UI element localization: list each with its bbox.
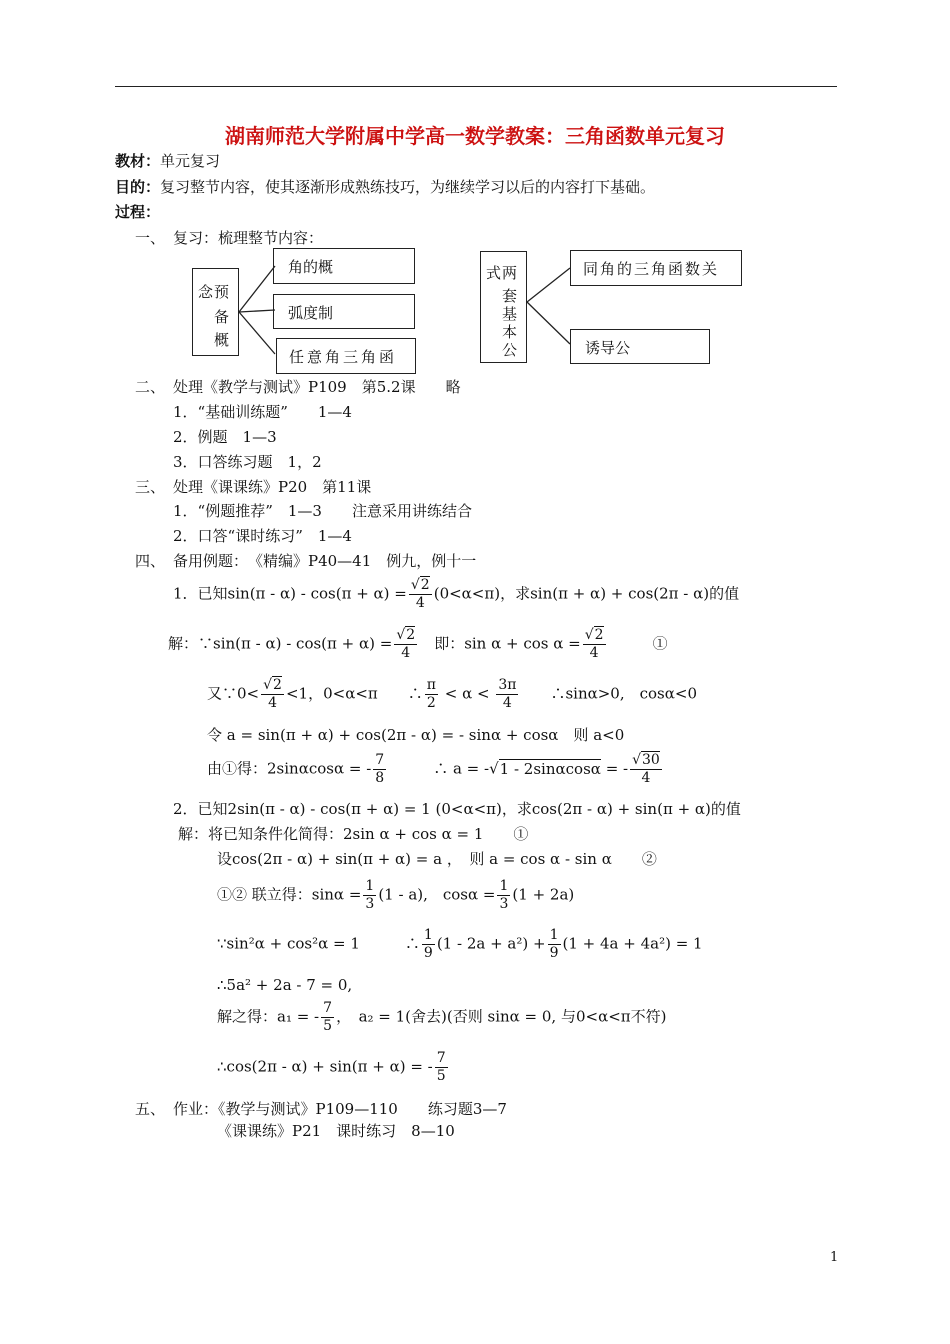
- right-label-2: 套: [502, 287, 518, 305]
- left-diagram-lines: [0, 0, 950, 400]
- frac-7-over-5: [435, 1050, 448, 1085]
- ex2-s4d: (1 + 4a + 4a²) = 1: [562, 934, 703, 953]
- ex2-s3a: ①② 联立得：sinα =: [217, 885, 362, 904]
- ex2-step3: [217, 878, 574, 913]
- sec3-text: 处理《课课练》P20 第11课: [173, 478, 372, 496]
- frac-sqrt2-over-4: $\frac{√2}{4}$: [396, 627, 416, 661]
- ex2-s4a: ∵sin²α + cos²α = 1: [217, 934, 360, 953]
- frac-sqrt2-over-4: $\frac{√2}{4}$: [410, 577, 430, 611]
- frac-1-over-9: [422, 927, 435, 962]
- same-angle-text: 同角的三角函数关: [583, 260, 720, 278]
- guocheng-label: 过程：: [115, 203, 161, 221]
- ex1-s2a: 又∵0<: [207, 684, 260, 703]
- ex1-q2-text: (0<α<π)，求sin(π + α) + cos(2π - α)的值: [433, 584, 740, 603]
- sec4-text: 备用例题： 《精编》P40—41 例九，例十一: [173, 552, 477, 570]
- ex2-step6: [217, 1000, 666, 1035]
- ex1-s1b: 即：sin α + cos α =: [434, 634, 581, 653]
- sec3-item: 1．“例题推荐” 1—3 注意采用讲练结合: [173, 502, 472, 520]
- frac-1-over-3: [497, 878, 510, 913]
- frac-num: 1: [423, 927, 433, 943]
- ex1-s2c: ∴: [407, 684, 423, 703]
- angle-concept-text: 角的概: [288, 258, 334, 276]
- frac-den: 4: [415, 595, 425, 611]
- frac-num: π: [426, 677, 436, 693]
- ex1-step2: 又∵0< $\frac{√2}{4}$ <1，0<α<π ∴ $\frac{\pi}{2}$ < α < $\frac{3\pi}{4}$ ∴sinα>0, cosα<0: [207, 677, 697, 711]
- frac-num: 7: [375, 752, 385, 768]
- frac-den: 9: [423, 945, 433, 961]
- radian-text: 弧度制: [288, 304, 334, 322]
- frac-sqrt2-over-4: $\frac{√2}{4}$: [584, 627, 604, 661]
- frac-pi-over-2: [425, 677, 438, 712]
- right-label-1: 式: [486, 264, 502, 282]
- ex2-s3c: (1 + 2a): [512, 885, 575, 904]
- frac-den: 2: [426, 695, 436, 711]
- ex1-s4c: 1 - 2sinαcosα: [499, 759, 601, 778]
- left-label-1: 预: [214, 283, 230, 301]
- ex2-step4: [217, 927, 703, 962]
- ex1-s1c: ①: [652, 634, 668, 653]
- ex2-s6b: ， a₂ = 1(舍去)(否则 sinα = 0, 与0<α<π不符): [336, 1007, 667, 1026]
- frac-num: 1: [365, 878, 375, 894]
- ex1-s1a: 解：∵sin(π - α) - cos(π + α) =: [168, 634, 393, 653]
- page-number: 1: [830, 1250, 839, 1265]
- mudi-value: 复习整节内容，使其逐渐形成熟练技巧，为继续学习以后的内容打下基础。: [160, 178, 656, 196]
- ex1-q-text: 1．已知sin(π - α) - cos(π + α) =: [173, 584, 407, 603]
- ex2-s7a: ∴cos(2π - α) + sin(π + α) = -: [217, 1057, 433, 1076]
- ex1-s4b: ∴ a = -: [433, 759, 490, 778]
- ex1-s4d: = -: [605, 759, 629, 778]
- right-label-3: 基: [502, 305, 518, 323]
- trig-function-text: 任意角三角函: [289, 348, 398, 366]
- left-label-3: 概: [214, 331, 230, 349]
- frac-sqrt30-over-4: $\frac{√30}{4}$: [632, 752, 660, 786]
- frac-num: 7: [323, 1000, 333, 1016]
- frac-den: 5: [436, 1068, 446, 1084]
- sec1-text: 复习：梳理整节内容：: [173, 229, 324, 247]
- right-label-5: 公: [502, 341, 518, 359]
- ex1-s2b: <1，0<α<π: [285, 684, 378, 703]
- right-label-0: 两: [502, 264, 518, 282]
- box-trig-function: [276, 338, 416, 374]
- box-induction: [570, 329, 710, 364]
- frac-den: 4: [401, 645, 411, 661]
- box-radian: [273, 294, 415, 329]
- ex2-question: 2．已知2sin(π - α) - cos(π + α) = 1 (0<α<π)，求cos(2π - α) + sin(π + α)的值: [173, 800, 741, 818]
- ex1-s2d: ∴sinα>0, cosα<0: [550, 684, 697, 703]
- mudi-label: 目的：: [115, 178, 161, 196]
- sec4-label: 四、: [135, 552, 166, 570]
- frac-num: 30: [642, 752, 660, 768]
- ex1-step1: [168, 627, 668, 662]
- sec2-item: 2．例题 1—3: [173, 428, 277, 446]
- frac-3pi-over-4: [496, 677, 518, 712]
- frac-den: 4: [589, 645, 599, 661]
- sec5-label: 五、: [135, 1100, 166, 1118]
- frac-7-over-5: [321, 1000, 334, 1035]
- sec2-text: 处理《教学与测试》P109 第5.2课 略: [173, 378, 461, 396]
- ex1-question: [173, 577, 739, 612]
- jiaocai-value: 单元复习: [160, 152, 221, 170]
- frac-den: 4: [268, 695, 277, 711]
- box-angle-concept: [273, 248, 415, 284]
- sec2-item: 3．口答练习题 1，2: [173, 453, 322, 471]
- frac-den: 4: [641, 770, 651, 786]
- ex1-s4a: 由①得：2sinαcosα = -: [207, 759, 372, 778]
- ex2-s3b: (1 - a), cosα =: [378, 885, 496, 904]
- ex2-s4b: ∴: [404, 934, 420, 953]
- frac-den: 3: [365, 896, 375, 912]
- ex2-step1: 解：将已知条件化简得：2sin α + cos α = 1 ①: [178, 825, 529, 843]
- right-label-4: 本: [502, 323, 518, 341]
- frac-num: 3π: [498, 677, 517, 693]
- sec5-text: 作业：《教学与测试》P109—110 练习题3—7: [173, 1100, 507, 1118]
- page-title: 湖南师范大学附属中学高一数学教案：三角函数单元复习: [225, 124, 725, 148]
- frac-den: 9: [549, 945, 559, 961]
- sec3-item: 2．口答“课时练习” 1—4: [173, 527, 352, 545]
- frac-num: 7: [436, 1050, 446, 1066]
- left-label-0: 念: [198, 283, 214, 301]
- sec5-text2: 《课课练》P21 课时练习 8—10: [217, 1122, 455, 1140]
- jiaocai-label: 教材：: [115, 152, 161, 170]
- frac-num: 2: [273, 677, 282, 693]
- ex2-step2: 设cos(2π - α) + sin(π + α) = a ， 则 a = cos α - sin α ②: [217, 850, 657, 868]
- sec2-label: 二、: [135, 378, 166, 396]
- ex2-step5: ∴5a² + 2a - 7 = 0,: [217, 976, 353, 994]
- ex2-step7: [217, 1050, 450, 1085]
- frac-1-over-3: [363, 878, 376, 913]
- induction-text: 诱导公: [585, 339, 631, 357]
- sec2-item: 1．“基础训练题” 1—4: [173, 403, 352, 421]
- sec3-label: 三、: [135, 478, 166, 496]
- frac-num: 1: [499, 878, 509, 894]
- ex1-step4: 由①得：2sinαcosα = - $\frac{7}{8}$ ∴ a = -√1 - 2sinαcosα = - $\frac{√30}{4}$: [207, 752, 660, 786]
- ex1-step3: 令 a = sin(π + α) + cos(2π - α) = - sinα + cosα 则 a<0: [207, 726, 625, 744]
- frac-den: 8: [375, 770, 385, 786]
- frac-num: 2: [594, 627, 604, 643]
- left-label-2: 备: [214, 308, 230, 326]
- frac-1-over-9: [548, 927, 561, 962]
- frac-num: 1: [549, 927, 559, 943]
- sec1-label: 一、: [135, 229, 166, 247]
- frac-den: 5: [323, 1018, 333, 1034]
- frac-num: 2: [420, 577, 430, 593]
- frac-den: 4: [502, 695, 512, 711]
- ex2-s6a: 解之得：a₁ = -: [217, 1007, 320, 1026]
- frac-den: 3: [499, 896, 509, 912]
- frac-7-over-8: [373, 752, 386, 787]
- frac-sqrt2-over-4: $\frac{√2}{4}$: [263, 677, 282, 711]
- box-same-angle: [570, 250, 742, 286]
- right-group-box: [480, 251, 527, 363]
- ex2-s4c: (1 - 2a + a²) +: [436, 934, 546, 953]
- frac-num: 2: [406, 627, 416, 643]
